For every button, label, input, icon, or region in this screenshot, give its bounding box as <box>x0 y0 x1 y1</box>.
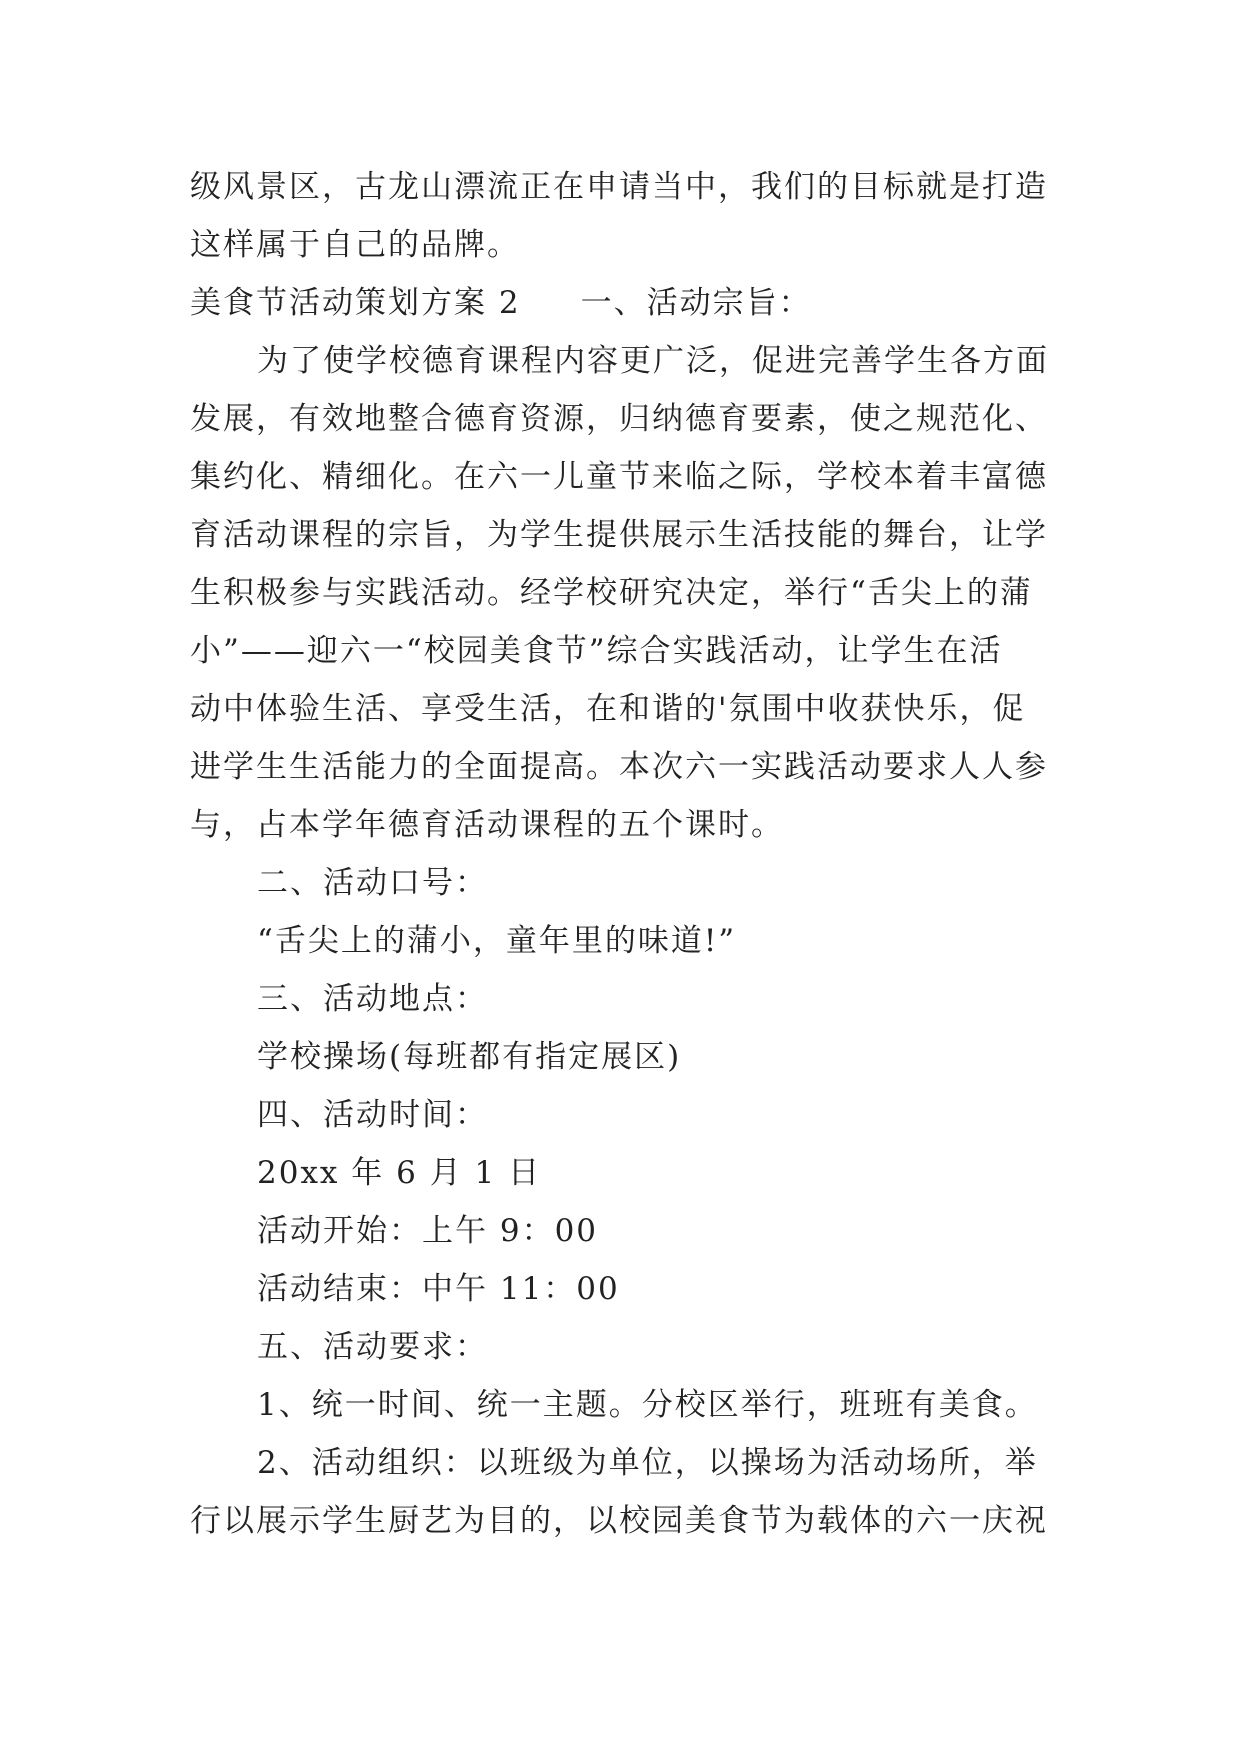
paragraph-line: 集约化、精细化。在六一儿童节来临之际，学校本着丰富德 <box>190 459 1048 495</box>
text-line: 这样属于自己的品牌。 <box>190 227 520 263</box>
paragraph-line: 动中体验生活、享受生活，在和谐的'氛围中收获快乐，促 <box>190 691 1026 727</box>
paragraph-line: 小”——迎六一“校园美食节”综合实践活动，让学生在活 <box>190 633 1003 669</box>
paragraph-line: 与，占本学年德育活动课程的五个课时。 <box>190 807 784 843</box>
document-title: 美食节活动策划方案 2 <box>190 285 521 321</box>
start-time: 活动开始：上午 9：00 <box>257 1213 599 1249</box>
section-heading-location: 三、活动地点： <box>257 981 488 1017</box>
requirement-item: 1、统一时间、统一主题。分校区举行，班班有美食。 <box>257 1387 1038 1423</box>
event-date: 20xx 年 6 月 1 日 <box>257 1155 542 1191</box>
requirement-item: 2、活动组织：以班级为单位，以操场为活动场所，举 <box>257 1445 1038 1481</box>
paragraph-line: 生积极参与实践活动。经学校研究决定，举行“舌尖上的蒲 <box>190 575 1033 611</box>
document-body <box>190 158 1050 1550</box>
document-heading <box>190 274 1050 332</box>
paragraph-line: 发展，有效地整合德育资源，归纳德育要素，使之规范化、 <box>190 401 1048 437</box>
section-heading-time: 四、活动时间： <box>257 1097 488 1133</box>
section-heading-slogan: 二、活动口号： <box>257 865 488 901</box>
end-time: 活动结束：中午 11：00 <box>257 1271 620 1307</box>
text-line: 级风景区，古龙山漂流正在申请当中，我们的目标就是打造 <box>190 169 1048 205</box>
paragraph-line: 进学生生活能力的全面提高。本次六一实践活动要求人人参 <box>190 749 1048 785</box>
location-text: 学校操场(每班都有指定展区) <box>257 1039 682 1075</box>
slogan-text: “舌尖上的蒲小，童年里的味道!” <box>257 923 737 959</box>
section-heading-requirements: 五、活动要求： <box>257 1329 488 1365</box>
section-heading: 一、活动宗旨： <box>580 285 812 321</box>
paragraph-line: 育活动课程的宗旨，为学生提供展示生活技能的舞台，让学 <box>190 517 1048 553</box>
paragraph-line: 行以展示学生厨艺为目的，以校园美食节为载体的六一庆祝 <box>190 1503 1048 1539</box>
paragraph-line: 为了使学校德育课程内容更广泛，促进完善学生各方面 <box>257 343 1049 379</box>
